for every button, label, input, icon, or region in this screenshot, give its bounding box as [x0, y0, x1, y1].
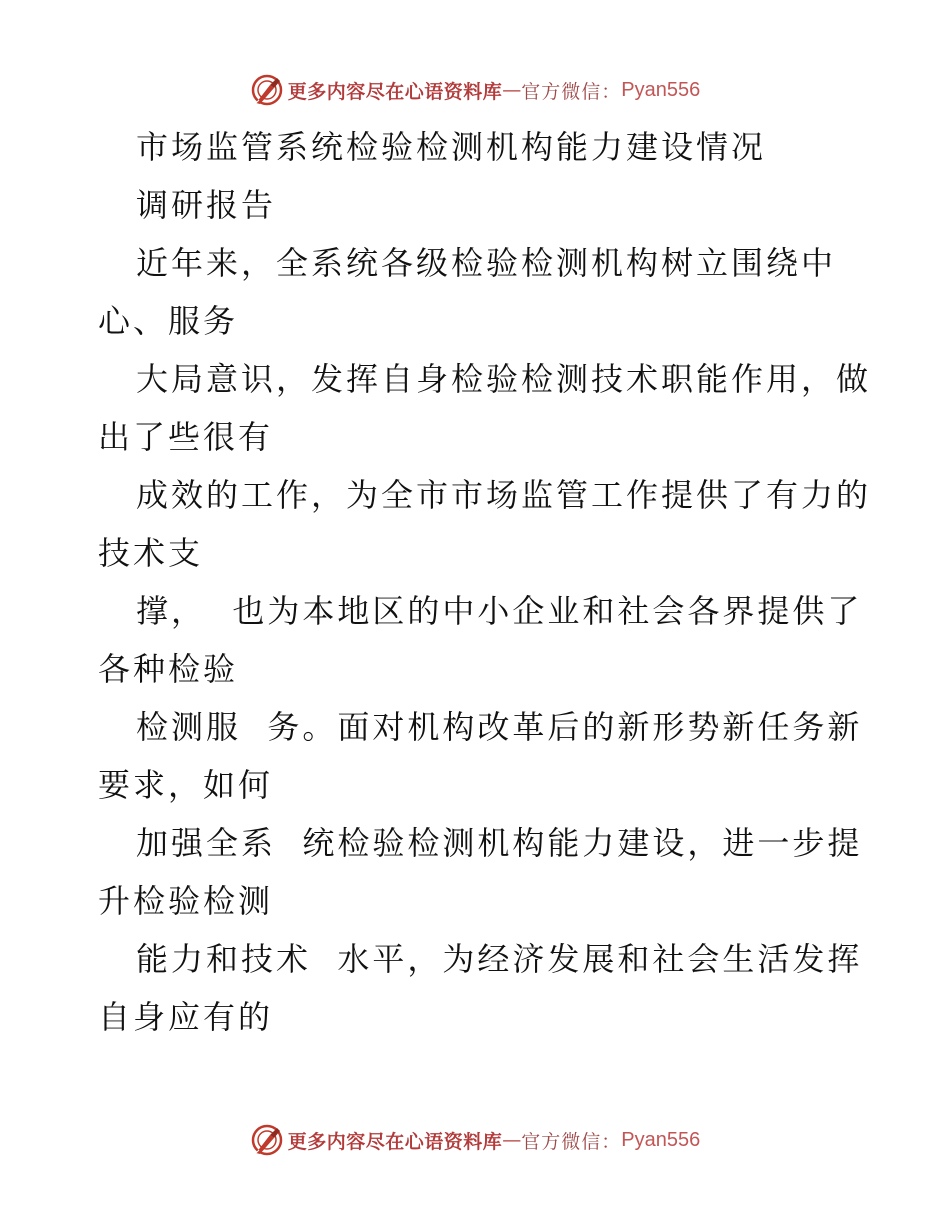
banner-separator: —: [502, 79, 522, 101]
paragraph-line: 要求，如何: [98, 766, 274, 804]
banner-wechat-id: Pyan556: [621, 1128, 701, 1151]
document-body: [98, 118, 872, 1046]
pen-logo-icon: [250, 1123, 284, 1157]
banner-slogan: 更多内容尽在心语资料库: [287, 80, 503, 103]
banner-wechat-label: 官方微信：: [521, 1130, 622, 1153]
paragraph-line: 加强全系 统检验检测机构能力建设，进一步提: [136, 824, 863, 862]
paragraph-line: 技术支: [98, 534, 204, 572]
banner-wechat-id: Pyan556: [621, 78, 701, 101]
paragraph-line: 自身应有的: [98, 998, 274, 1036]
paragraph-line: 升检验检测: [98, 882, 274, 920]
footer-banner: [0, 1120, 950, 1160]
paragraph-line: 心、服务: [98, 302, 239, 340]
paragraph-line: 撑， 也为本地区的中小企业和社会各界提供了: [136, 592, 863, 630]
document-title: 市场监管系统检验检测机构能力建设情况: [136, 128, 767, 166]
pen-logo-icon: [250, 73, 284, 107]
banner-wechat-label: 官方微信：: [521, 80, 622, 103]
banner-separator: —: [502, 1129, 522, 1151]
paragraph-line: 能力和技术 水平，为经济发展和社会生活发挥: [136, 940, 863, 978]
document-subtitle: 调研报告: [136, 186, 277, 224]
paragraph-line: 大局意识，发挥自身检验检测技术职能作用，做: [136, 360, 872, 398]
paragraph-line: 检测服 务。面对机构改革后的新形势新任务新: [136, 708, 863, 746]
header-banner: [0, 70, 950, 110]
banner-slogan: 更多内容尽在心语资料库: [287, 1130, 503, 1153]
paragraph-line: 出了些很有: [98, 418, 274, 456]
paragraph-line: 各种检验: [98, 650, 239, 688]
paragraph-line: 成效的工作，为全市市场监管工作提供了有力的: [136, 476, 872, 514]
paragraph-line: 近年来，全系统各级检验检测机构树立围绕中: [136, 244, 837, 282]
